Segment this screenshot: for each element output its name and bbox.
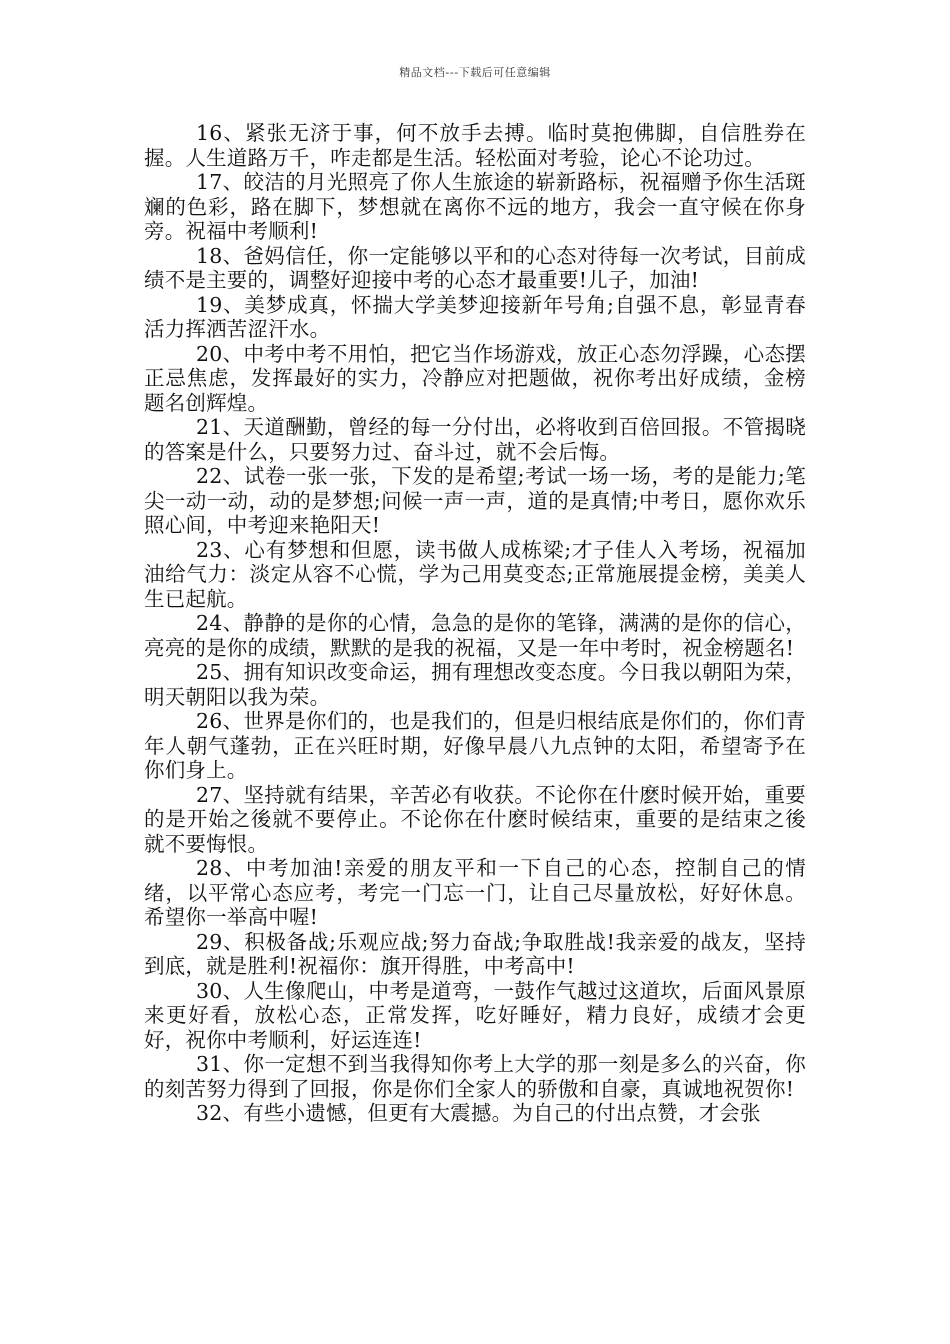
paragraph-20: 20、中考中考不用怕，把它当作场游戏，放正心态勿浮躁，心态摆正忌焦虑，发挥最好的实力，冷静应对把题做，祝你考出好成绩，金榜题名创辉煌。 <box>144 341 806 415</box>
paragraph-26: 26、世界是你们的，也是我们的，但是归根结底是你们的，你们青年人朝气蓬勃，正在兴旺时期，好像早晨八九点钟的太阳，希望寄予在你们身上。 <box>144 709 806 782</box>
paragraph-23: 23、心有梦想和但愿，读书做人成栋梁;才子佳人入考场，祝福加油给气力：淡定从容不心慌，学为己用莫变态;正常施展提金榜，美美人生已起航。 <box>144 537 806 611</box>
paragraph-18: 18、爸妈信任，你一定能够以平和的心态对待每一次考试，目前成绩不是主要的，调整好迎接中考的心态才最重要!儿子，加油! <box>144 243 806 292</box>
document-body <box>144 121 806 1126</box>
paragraph-27: 27、坚持就有结果，辛苦必有收获。不论你在什麽时候开始，重要的是开始之後就不要停止。不论你在什麽时候结束，重要的是结束之後就不要悔恨。 <box>144 782 806 856</box>
paragraph-21: 21、天道酬勤，曾经的每一分付出，必将收到百倍回报。不管揭晓的答案是什么，只要努力过、奋斗过，就不会后悔。 <box>144 415 806 464</box>
paragraph-30: 30、人生像爬山，中考是道弯，一鼓作气越过这道坎，后面风景原来更好看，放松心态，正常发挥，吃好睡好，精力良好，成绩才会更好，祝你中考顺利，好运连连! <box>144 978 806 1052</box>
paragraph-16: 16、紧张无济于事，何不放手去搏。临时莫抱佛脚，自信胜券在握。人生道路万千，咋走都是生活。轻松面对考验，论心不论功过。 <box>144 121 806 170</box>
paragraph-29: 29、积极备战;乐观应战;努力奋战;争取胜战!我亲爱的战友，坚持到底，就是胜利!祝福你：旗开得胜，中考高中! <box>144 929 806 978</box>
paragraph-31: 31、你一定想不到当我得知你考上大学的那一刻是多么的兴奋，你的刻苦努力得到了回报，你是你们全家人的骄傲和自豪，真诚地祝贺你! <box>144 1052 806 1101</box>
paragraph-17: 17、皎洁的月光照亮了你人生旅途的崭新路标，祝福赠予你生活斑斓的色彩，路在脚下，梦想就在离你不远的地方，我会一直守候在你身旁。祝福中考顺利! <box>144 170 806 243</box>
paragraph-22: 22、试卷一张一张，下发的是希望;考试一场一场，考的是能力;笔尖一动一动，动的是梦想;问候一声一声，道的是真情;中考日，愿你欢乐照心间，中考迎来艳阳天! <box>144 464 806 537</box>
paragraph-25: 25、拥有知识改变命运，拥有理想改变态度。今日我以朝阳为荣，明天朝阳以我为荣。 <box>144 660 806 709</box>
paragraph-19: 19、美梦成真，怀揣大学美梦迎接新年号角;自强不息，彰显青春活力挥洒苦涩汗水。 <box>144 292 806 341</box>
paragraph-28: 28、中考加油!亲爱的朋友平和一下自己的心态，控制自己的情绪，以平常心态应考，考完一门忘一门，让自己尽量放松，好好休息。希望你一举高中喔! <box>144 856 806 929</box>
page-header: 精品文档---下载后可任意编辑 <box>399 66 551 79</box>
paragraph-24: 24、静静的是你的心情，急急的是你的笔锋，满满的是你的信心，亮亮的是你的成绩，默默的是我的祝福，又是一年中考时，祝金榜题名! <box>144 611 806 660</box>
paragraph-32: 32、有些小遗憾，但更有大震撼。为自己的付出点赞，才会张 <box>196 1101 761 1125</box>
